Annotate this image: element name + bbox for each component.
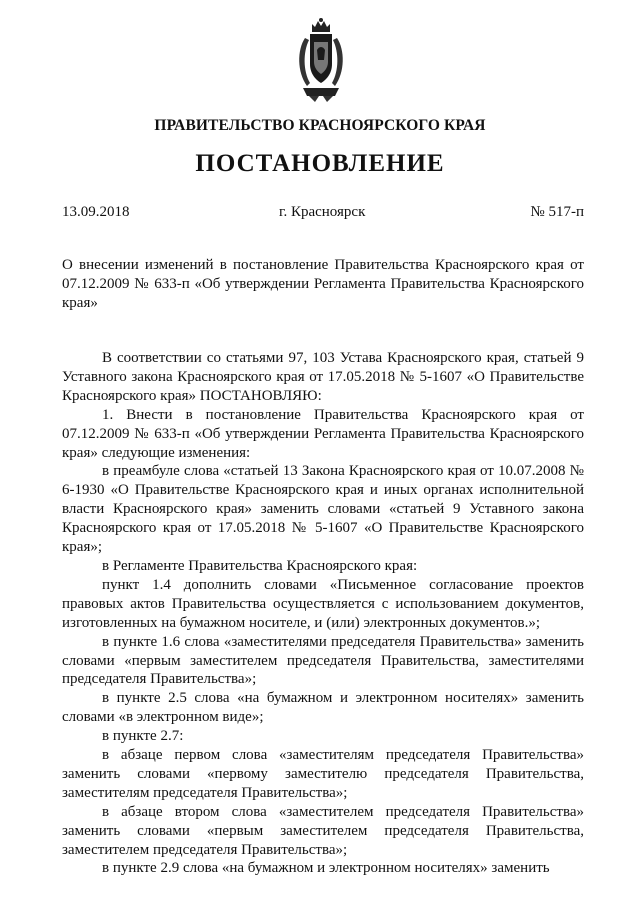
document-type-title: ПОСТАНОВЛЕНИЕ — [195, 150, 445, 177]
paragraph: в пункте 1.6 слова «заместителями председателя Правительства» заменить словами «первым заместителем председателя Правительства, заместителями председателя Правительства»; — [62, 633, 584, 688]
paragraph: в пункте 2.5 слова «на бумажном и электронном носителях» заменить словами «в электронном виде»; — [62, 690, 584, 726]
paragraph: в преамбуле слова «статьей 13 Закона Красноярского края от 10.07.2008 № 6-1930 «О Правительстве Красноярского края и иных органах исполнительной власти Красноярского края» заменить словами «статьей 9 Уставного закона Красноярского края от 17.05.2018 № 5-1607 «О Правительстве Красноярского края»; — [62, 463, 584, 556]
document-body — [62, 349, 584, 878]
paragraph: В соответствии со статьями 97, 103 Устава Красноярского края, статьей 9 Уставного закона Красноярского края от 17.05.2018 № 5-1607 «О Правительстве Красноярского края» ПОСТАНОВЛЯЮ: — [62, 350, 584, 404]
document-subject: О внесении изменений в постановление Правительства Красноярского края от 07.12.2009 № 633-п «Об утверждении Регламента Правительства Красноярского края» — [62, 257, 584, 311]
paragraph: 1. Внести в постановление Правительства Красноярского края от 07.12.2009 № 633-п «Об утверждении Регламента Правительства Красноярского края» следующие изменения: — [62, 406, 584, 461]
paragraph: в абзаце втором слова «заместителем председателя Правительства» заменить словами «первым заместителем председателя Правительства, заместителем председателя Правительства»; — [62, 803, 584, 858]
document-number: № 517-п — [530, 204, 584, 220]
document-city: г. Красноярск — [279, 204, 366, 220]
paragraph: в Регламенте Правительства Красноярского края: — [102, 557, 418, 574]
paragraph: в пункте 2.7: — [102, 728, 184, 745]
paragraph: пункт 1.4 дополнить словами «Письменное согласование проектов правовых актов Правительства осуществляется с использованием документов, изготовленных на бумажном носителе, и (или) электронных документов.»; — [62, 576, 584, 631]
document-date: 13.09.2018 — [62, 204, 130, 220]
paragraph: в абзаце первом слова «заместителям председателя Правительства» заменить словами «первому заместителю председателя Правительства, заместителям председателя Правительства»; — [62, 747, 584, 801]
organization-title: ПРАВИТЕЛЬСТВО КРАСНОЯРСКОГО КРАЯ — [154, 117, 486, 134]
krasnoyarsk-coat-of-arms-icon — [295, 16, 347, 102]
paragraph: в пункте 2.9 слова «на бумажном и электронном носителях» заменить — [102, 860, 550, 877]
